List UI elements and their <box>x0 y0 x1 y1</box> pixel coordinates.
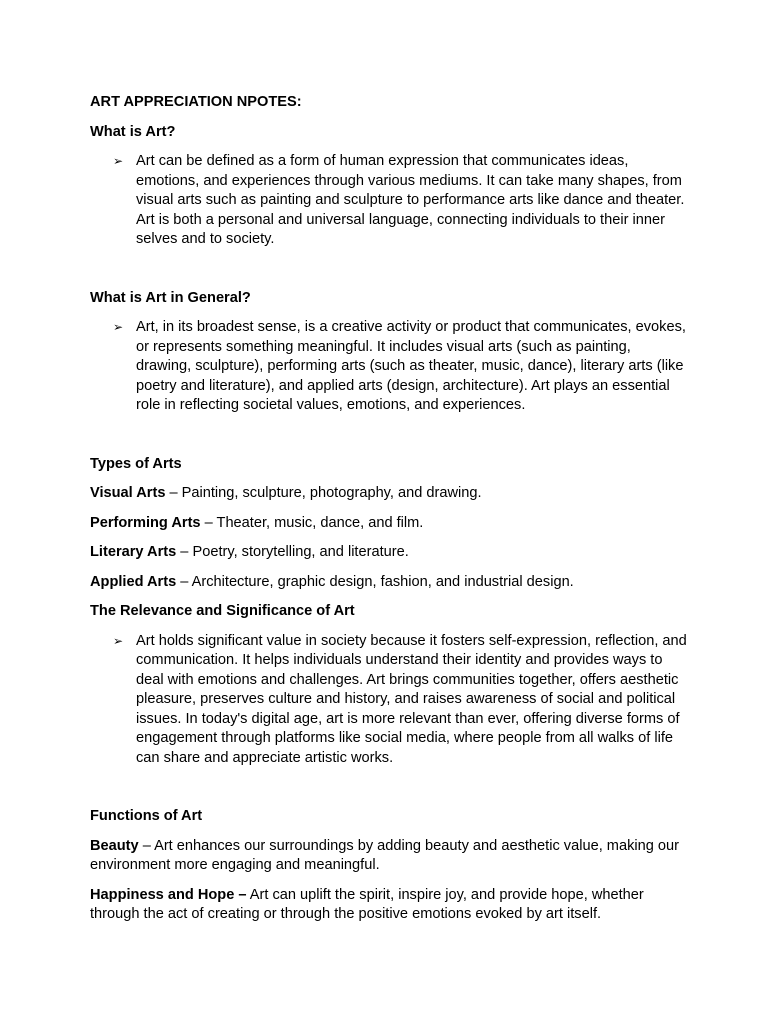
arrow-bullet-icon: ➢ <box>113 633 124 648</box>
bullet-text: Art can be defined as a form of human expression that communicates ideas, emotions, and experiences through various mediums. It can take many shapes, from visual arts such as painting and sculpture to performance arts like dance and theater. Art is both a personal and universal language, connecting individuals to their inner selves and to society. <box>136 153 685 247</box>
bullet-what-is-art-general <box>113 318 690 416</box>
types-item-visual <box>90 484 690 504</box>
term: Beauty <box>90 837 139 854</box>
bullet-what-is-art <box>113 152 690 250</box>
functions-item-beauty <box>90 837 690 876</box>
arrow-bullet-icon: ➢ <box>113 154 124 168</box>
heading-what-is-art: What is Art? <box>90 123 176 140</box>
types-item-performing <box>90 514 690 534</box>
functions-item-happiness <box>90 886 690 925</box>
term: Visual Arts <box>90 485 166 501</box>
desc: – Architecture, graphic design, fashion, and industrial design. <box>176 573 574 590</box>
bullet-text: Art holds significant value in society because it fosters self-expression, reflection, and communication. It helps individuals understand their identity and provides ways to deal with emotions and challenges. Art brings communities together, offers aesthetic pleasure, preserves culture and history, and raises awareness of social and political issues. In today's digital age, art is more relevant than ever, offering diverse forms of engagement through platforms like social media, where people from all walks of life can share and appreciate artistic works. <box>136 632 687 766</box>
heading-relevance: The Relevance and Significance of Art <box>90 603 355 619</box>
desc: – Painting, sculpture, photography, and drawing. <box>165 485 482 501</box>
desc: – Theater, music, dance, and film. <box>200 514 424 531</box>
heading-what-is-art-general: What is Art in General? <box>90 289 251 306</box>
term: Literary Arts <box>90 544 177 560</box>
term: Performing Arts <box>90 514 201 531</box>
bullet-text: Art, in its broadest sense, is a creative activity or product that communicates, evokes, or represents something meaningful. It includes visual arts (such as painting, drawing, sculpture), performing arts (such as theater, music, dance), literary arts (like poetry and literature), and applied arts (design, architecture). Art plays an essential role in reflecting societal values, emotions, and experiences. <box>136 319 686 413</box>
desc: Art can uplift the spirit, inspire joy, and provide hope, whether through the act of creating or through the positive emotions evoked by art itself. <box>90 886 644 922</box>
desc: – Poetry, storytelling, and literature. <box>176 544 409 560</box>
document-body <box>90 93 690 925</box>
bullet-relevance <box>113 632 690 769</box>
term: Happiness and Hope – <box>90 886 247 903</box>
types-item-literary <box>90 543 690 563</box>
desc: – Art enhances our surroundings by adding beauty and aesthetic value, making our environment more engaging and meaningful. <box>90 837 679 873</box>
document-title: ART APPRECIATION NPOTES: <box>90 94 302 110</box>
term: Applied Arts <box>90 573 177 590</box>
arrow-bullet-icon: ➢ <box>113 320 124 334</box>
heading-types-of-arts: Types of Arts <box>90 455 182 472</box>
heading-functions: Functions of Art <box>90 808 203 824</box>
types-item-applied <box>90 573 690 593</box>
